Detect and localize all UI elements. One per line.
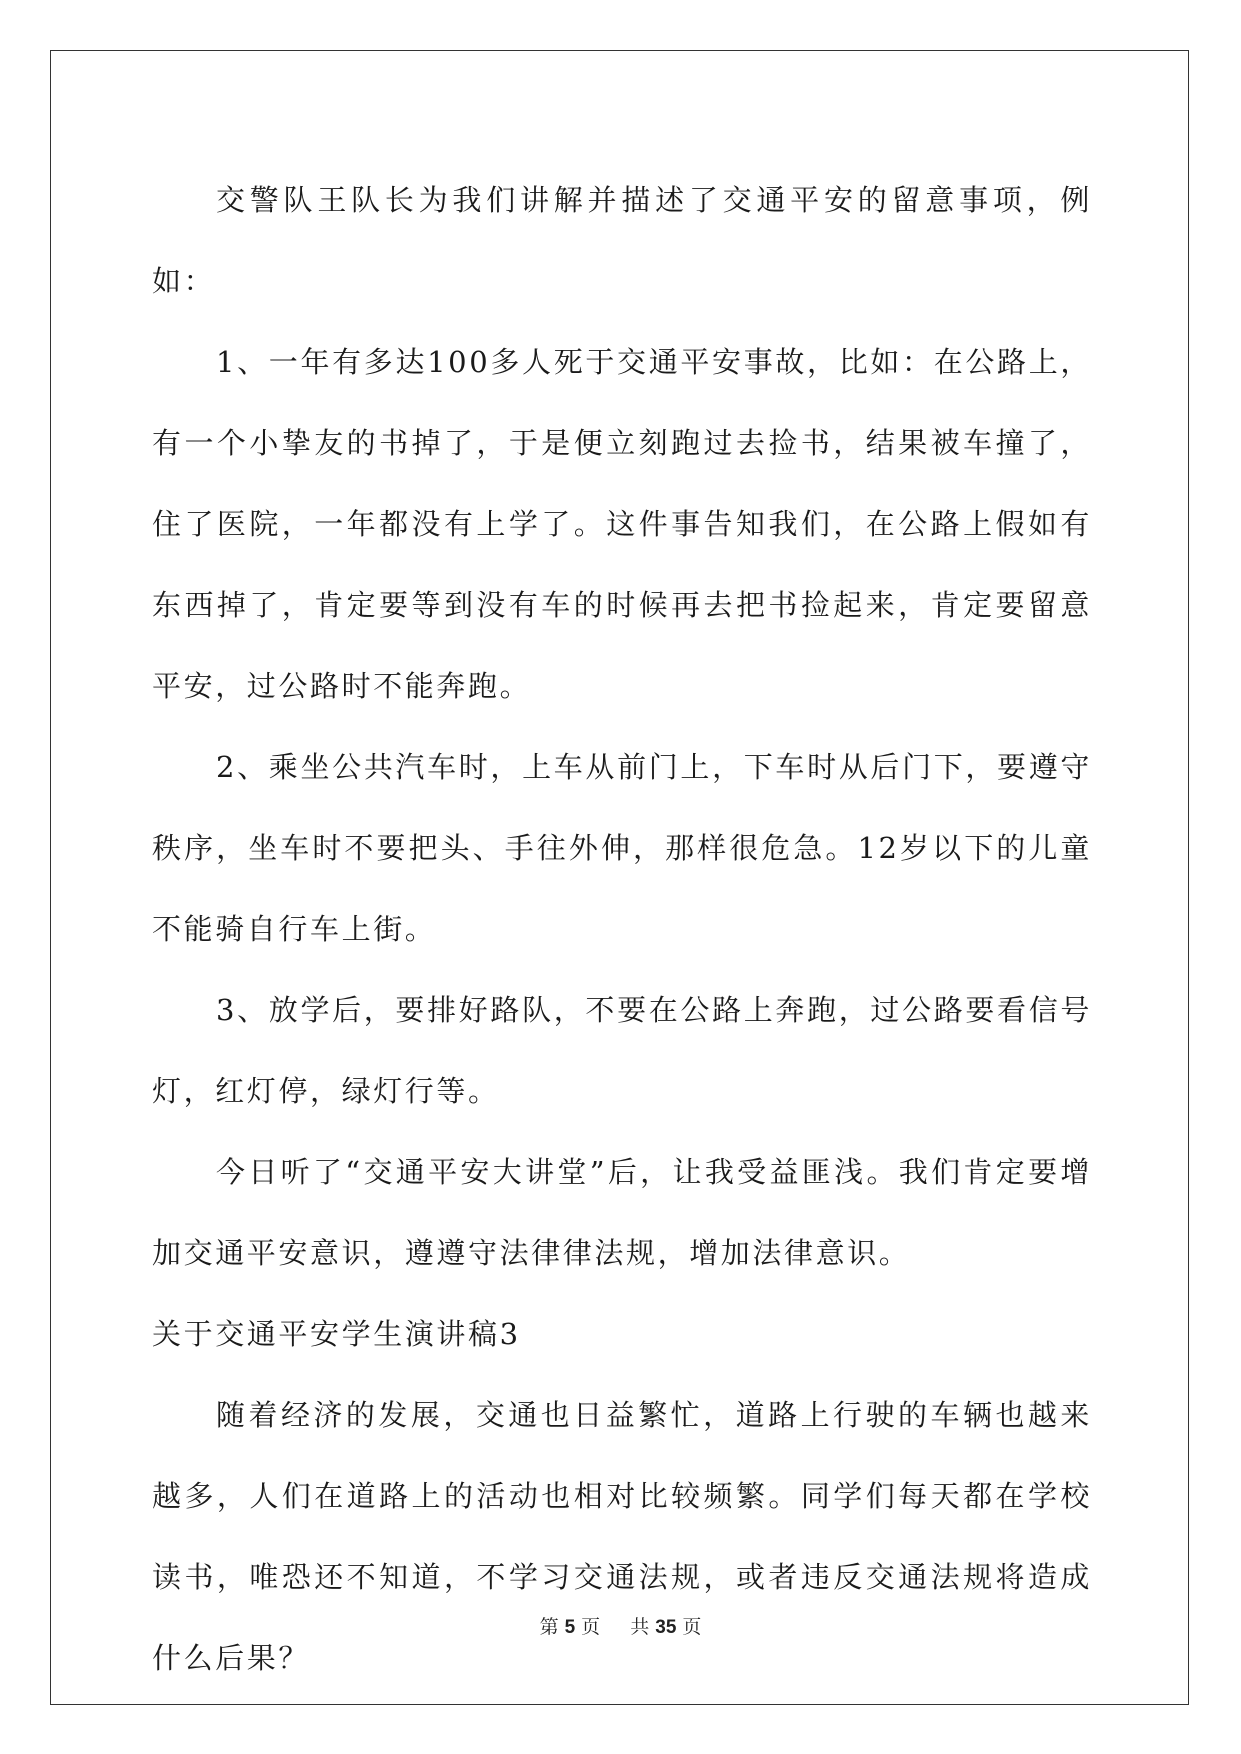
page-footer <box>0 1612 1241 1639</box>
page-suffix: 页 <box>581 1616 601 1638</box>
paragraph-item-2: 2、乘坐公共汽车时，上车从前门上，下车时从后门下，要遵守秩序，坐车时不要把头、手往外伸，那样很危急。12岁以下的儿童不能骑自行车上街。 <box>152 750 1092 946</box>
total-pages-label <box>624 1616 707 1638</box>
paragraph-intro: 交警队王队长为我们讲解并描述了交通平安的留意事项，例如： <box>152 183 1092 298</box>
total-suffix: 页 <box>682 1616 702 1638</box>
page-number-label <box>534 1616 607 1638</box>
paragraph-item-3: 3、放学后，要排好路队，不要在公路上奔跑，过公路要看信号灯，红灯停，绿灯行等。 <box>152 993 1092 1108</box>
paragraph-item-1: 1、一年有多达100多人死于交通平安事故，比如：在公路上，有一个小挚友的书掉了，于是便立刻跑过去捡书，结果被车撞了，住了医院，一年都没有上学了。这件事告知我们，在公路上假如有东西掉了，肯定要等到没有车的时候再去把书捡起来，肯定要留意平安，过公路时不能奔跑。 <box>152 345 1092 703</box>
section-heading: 关于交通平安学生演讲稿3 <box>152 1317 521 1351</box>
document-body <box>152 160 1092 1699</box>
total-pages: 35 <box>655 1617 677 1638</box>
paragraph-section-1: 随着经济的发展，交通也日益繁忙，道路上行驶的车辆也越来越多，人们在道路上的活动也相对比较频繁。同学们每天都在学校读书，唯恐还不知道，不学习交通法规，或者违反交通法规将造成什么后果？ <box>152 1398 1092 1675</box>
page-number: 5 <box>564 1617 576 1638</box>
page-prefix: 第 <box>539 1616 559 1638</box>
total-prefix: 共 <box>630 1616 650 1638</box>
paragraph-conclusion: 今日听了“交通平安大讲堂”后，让我受益匪浅。我们肯定要增加交通平安意识，遵遵守法律律法规，增加法律意识。 <box>152 1155 1092 1270</box>
